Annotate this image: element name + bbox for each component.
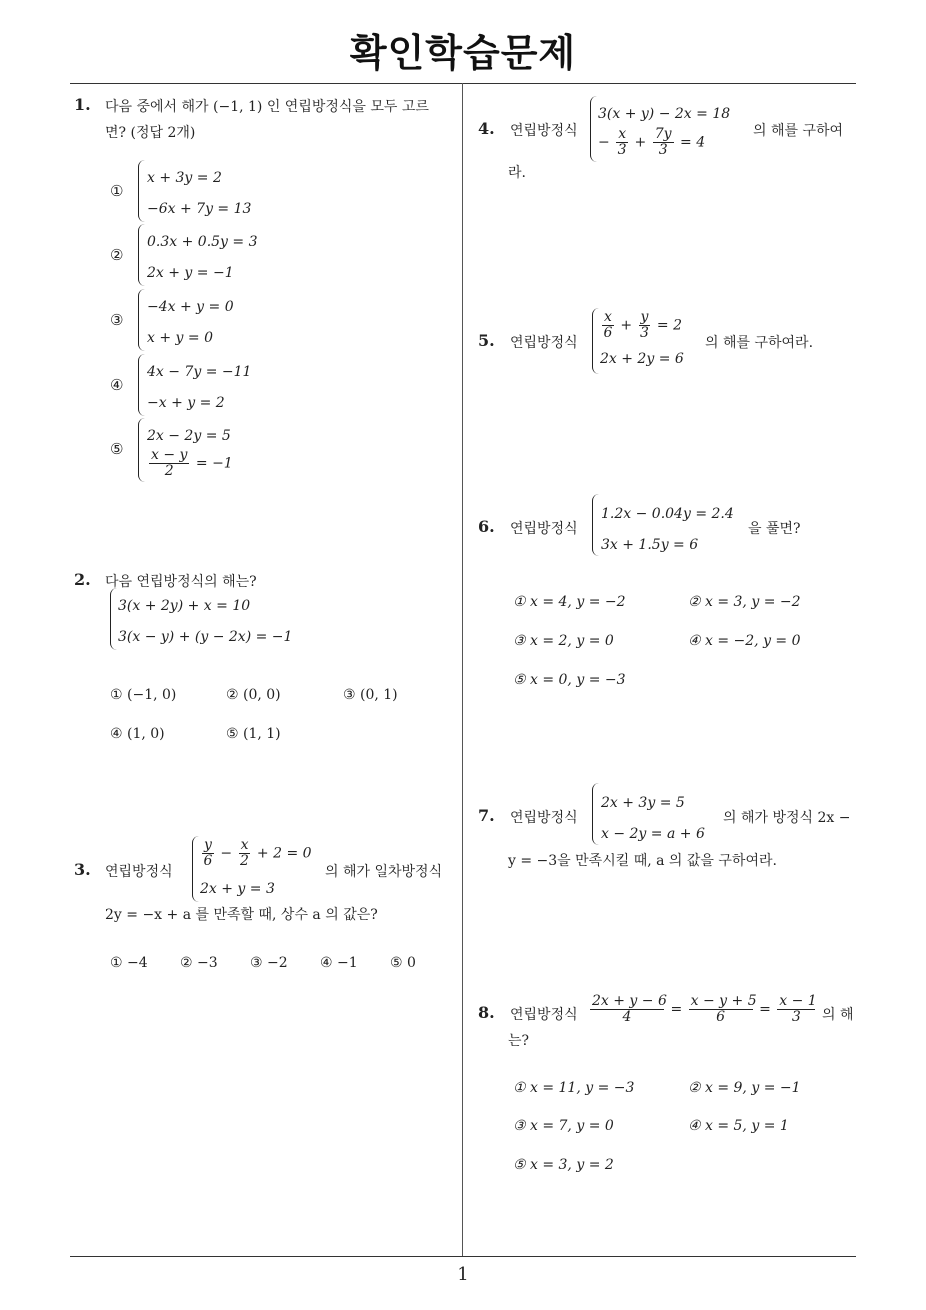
option-5[interactable]: ⑤ x = 3, y = 2 — [513, 1157, 614, 1173]
question-text: 의 해를 구하여라. — [705, 335, 814, 351]
question-number: 6. — [478, 517, 495, 536]
question-text: 라. — [508, 165, 526, 181]
question-text: 을 풀면? — [748, 521, 801, 537]
question-lead: 연립방정식 — [510, 810, 578, 826]
question-number: 7. — [478, 806, 495, 825]
equation: x − 2y = a + 6 — [601, 826, 705, 842]
option-3[interactable]: ③ (0, 1) — [343, 687, 398, 703]
fraction-denominator: 2 — [240, 853, 249, 869]
question-lead: 연립방정식 — [510, 335, 578, 351]
equation: 0.3x + 0.5y = 3 — [147, 234, 258, 250]
brace — [592, 308, 599, 374]
equation: x + 3y = 2 — [147, 170, 222, 186]
equation-rest: + 2 = 0 — [256, 845, 312, 862]
question-text: 다음 중에서 해가 (−1, 1) 인 연립방정식을 모두 고르 — [105, 99, 429, 115]
question-text: 의 해가 일차방정식 — [325, 864, 443, 880]
equation: −4x + y = 0 — [147, 299, 234, 315]
fraction-numerator: x — [604, 309, 612, 325]
brace — [138, 418, 145, 482]
question-lead: 연립방정식 — [510, 123, 578, 139]
brace — [110, 588, 117, 650]
fraction-denominator: 3 — [658, 142, 668, 158]
equation-rest: = −1 — [195, 455, 233, 472]
fraction-denominator: 2 — [164, 463, 174, 479]
fraction-numerator: x − y — [151, 447, 188, 463]
question-text: 2y = −x + a 를 만족할 때, 상수 a 의 값은? — [105, 907, 378, 923]
fraction-numerator: 7y — [654, 126, 672, 142]
equation: 3(x − y) + (y − 2x) = −1 — [118, 629, 293, 645]
equation — [200, 838, 312, 869]
operator: = — [670, 1001, 683, 1018]
equation — [600, 310, 682, 341]
option-1[interactable]: ① x = 11, y = −3 — [513, 1080, 635, 1096]
column-divider — [462, 83, 463, 1257]
fraction-denominator: 3 — [617, 142, 627, 158]
fraction-denominator: 3 — [791, 1009, 801, 1025]
option-2[interactable]: ② (0, 0) — [226, 687, 281, 703]
brace — [138, 354, 145, 416]
option-mark: ② — [110, 246, 124, 264]
option-5[interactable]: ⑤ 0 — [390, 955, 416, 971]
option-3[interactable]: ③ −2 — [250, 955, 288, 971]
option-mark: ① — [110, 182, 124, 200]
equation: 2x + 2y = 6 — [600, 351, 684, 367]
brace — [138, 289, 145, 351]
fraction-denominator: 6 — [603, 325, 613, 341]
equation: 3(x + y) − 2x = 18 — [598, 106, 731, 122]
question-text: 다음 연립방정식의 해는? — [105, 574, 257, 590]
bottom-rule — [70, 1256, 856, 1257]
operator: + — [634, 134, 647, 151]
operator: − — [598, 134, 610, 151]
option-3[interactable]: ③ x = 2, y = 0 — [513, 633, 614, 649]
equation: 1.2x − 0.04y = 2.4 — [601, 506, 734, 522]
question-text: 의 해를 구하여 — [753, 123, 844, 139]
fraction-numerator: x — [618, 126, 627, 142]
option-4[interactable]: ④ x = 5, y = 1 — [688, 1118, 789, 1134]
question-text: y = −3을 만족시킬 때, a 의 값을 구하여라. — [508, 853, 777, 869]
fraction-denominator: 3 — [640, 325, 649, 341]
option-1[interactable]: ① x = 4, y = −2 — [513, 594, 626, 610]
question-number: 8. — [478, 1003, 495, 1022]
question-lead: 연립방정식 — [105, 864, 173, 880]
fraction-numerator: x — [240, 837, 249, 853]
question-text: 의 해 — [822, 1007, 854, 1023]
equation: −x + y = 2 — [147, 395, 225, 411]
option-mark: ④ — [110, 376, 124, 394]
option-4[interactable]: ④ −1 — [320, 955, 358, 971]
equation: 2x + y = 3 — [200, 881, 275, 897]
fraction-numerator: 2x + y − 6 — [592, 993, 667, 1009]
question-text: 의 해가 방정식 2x − — [723, 810, 851, 826]
equation: 2x + y = −1 — [147, 265, 234, 281]
option-4[interactable]: ④ x = −2, y = 0 — [688, 633, 801, 649]
equation-rest: = 4 — [680, 134, 706, 151]
question-lead: 연립방정식 — [510, 521, 578, 537]
brace — [592, 494, 599, 556]
top-rule — [70, 83, 856, 84]
question-number: 3. — [74, 860, 91, 879]
question-number: 5. — [478, 331, 495, 350]
equation — [147, 448, 233, 479]
fraction-numerator: y — [204, 837, 212, 853]
brace — [592, 783, 599, 845]
option-mark: ③ — [110, 311, 124, 329]
operator: − — [220, 845, 233, 862]
option-2[interactable]: ② x = 9, y = −1 — [688, 1080, 801, 1096]
equation: −6x + 7y = 13 — [147, 201, 252, 217]
fraction-denominator: 6 — [203, 853, 213, 869]
page-number: 1 — [457, 1264, 469, 1285]
equation: 3x + 1.5y = 6 — [601, 537, 699, 553]
equation: 3(x + 2y) + x = 10 — [118, 598, 251, 614]
brace — [590, 96, 597, 162]
question-text: 는? — [508, 1033, 530, 1049]
option-3[interactable]: ③ x = 7, y = 0 — [513, 1118, 614, 1134]
equation-rest: = 2 — [656, 317, 683, 334]
question-number: 4. — [478, 119, 495, 138]
brace — [138, 224, 145, 286]
equation — [598, 127, 705, 158]
fraction-numerator: x − 1 — [779, 993, 817, 1009]
fraction-denominator: 4 — [622, 1009, 632, 1025]
option-1[interactable]: ① −4 — [110, 955, 148, 971]
equation: 2x − 2y = 5 — [147, 428, 231, 444]
question-number: 1. — [74, 95, 91, 114]
option-1[interactable]: ① (−1, 0) — [110, 687, 177, 703]
equation — [588, 994, 817, 1025]
option-5[interactable]: ⑤ (1, 1) — [226, 726, 281, 742]
option-5[interactable]: ⑤ x = 0, y = −3 — [513, 672, 626, 688]
equation: 4x − 7y = −11 — [147, 364, 252, 380]
brace — [192, 836, 199, 902]
brace — [138, 160, 145, 222]
operator: = — [759, 1001, 771, 1018]
fraction-numerator: y — [640, 309, 649, 325]
page-title: 확인학습문제 — [349, 31, 577, 75]
option-2[interactable]: ② x = 3, y = −2 — [688, 594, 801, 610]
equation: 2x + 3y = 5 — [601, 795, 685, 811]
operator: + — [620, 317, 633, 334]
question-text: 면? (정답 2개) — [105, 125, 196, 141]
option-4[interactable]: ④ (1, 0) — [110, 726, 165, 742]
option-2[interactable]: ② −3 — [180, 955, 218, 971]
option-mark: ⑤ — [110, 440, 124, 458]
question-lead: 연립방정식 — [510, 1007, 578, 1023]
fraction-denominator: 6 — [716, 1009, 726, 1025]
question-number: 2. — [74, 570, 91, 589]
equation: x + y = 0 — [147, 330, 213, 346]
fraction-numerator: x − y + 5 — [690, 993, 757, 1009]
